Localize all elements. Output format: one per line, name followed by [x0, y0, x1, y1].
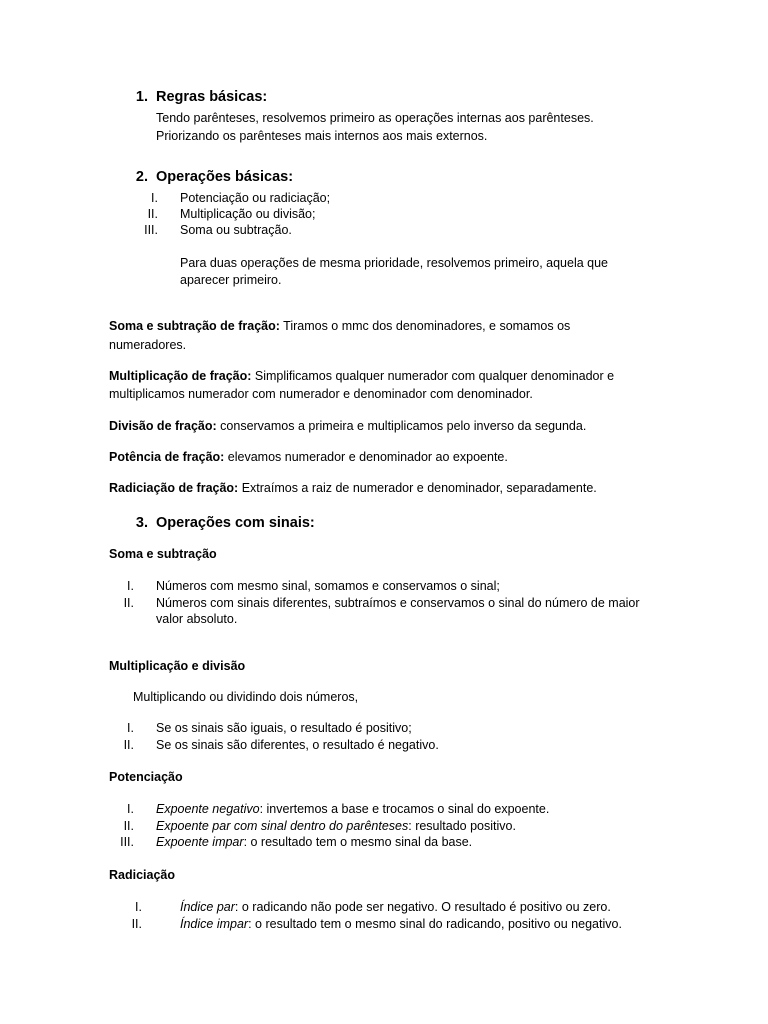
- list-item: [156, 801, 549, 818]
- section-number: 1.: [135, 89, 148, 105]
- list-item: Números com mesmo sinal, somamos e conservamos o sinal;: [156, 579, 500, 593]
- term: Índice impar: [180, 917, 249, 931]
- list-number: II.: [123, 596, 134, 610]
- section-heading: Operações com sinais:: [156, 515, 315, 531]
- term: Expoente impar: [156, 835, 244, 849]
- section-heading: Regras básicas:: [156, 89, 268, 105]
- section-number: 2.: [135, 169, 148, 185]
- fraction-rule: [109, 449, 508, 466]
- term: Expoente negativo: [156, 802, 260, 816]
- subheading: Radiciação: [109, 868, 176, 882]
- fraction-rule: [109, 318, 570, 335]
- definition: : invertemos a base e trocamos o sinal do expoente.: [259, 802, 550, 816]
- subheading: Potenciação: [109, 770, 183, 784]
- rule-text: multiplicamos numerador com numerador e denominador com denominador.: [109, 387, 533, 401]
- paragraph-line: Priorizando os parênteses mais internos aos mais externos.: [156, 129, 488, 143]
- definition: : o resultado tem o mesmo sinal da base.: [243, 835, 473, 849]
- list-number: I.: [127, 802, 134, 816]
- list-number: II.: [147, 207, 158, 221]
- list-number: II.: [123, 738, 134, 752]
- note-line: Para duas operações de mesma prioridade, resolvemos primeiro, aquela que: [180, 256, 609, 270]
- list-number: II.: [131, 917, 142, 931]
- rule-text: Extraímos a raiz de numerador e denominador, separadamente.: [238, 481, 597, 495]
- section-number: 3.: [135, 515, 148, 531]
- subheading: Multiplicação e divisão: [109, 659, 246, 673]
- rule-label: Radiciação de fração:: [109, 481, 239, 495]
- definition: : resultado positivo.: [408, 819, 516, 833]
- list-number: III.: [120, 835, 134, 849]
- definition: : o resultado tem o mesmo sinal do radicando, positivo ou negativo.: [248, 917, 622, 931]
- rule-label: Divisão de fração:: [109, 419, 217, 433]
- rule-label: Potência de fração:: [109, 450, 225, 464]
- term: Índice par: [180, 900, 235, 914]
- list-item: [156, 834, 472, 851]
- rule-text: Simplificamos qualquer numerador com qualquer denominador e: [251, 369, 615, 383]
- list-number: I.: [135, 900, 142, 914]
- rule-label: Soma e subtração de fração:: [109, 319, 280, 333]
- list-item: Se os sinais são iguais, o resultado é positivo;: [156, 721, 412, 735]
- paragraph-line: Multiplicando ou dividindo dois números,: [133, 690, 359, 704]
- rule-text: conservamos a primeira e multiplicamos pelo inverso da segunda.: [216, 419, 587, 433]
- list-item: Potenciação ou radiciação;: [180, 191, 331, 205]
- fraction-rule: [109, 418, 586, 435]
- term: Expoente par com sinal dentro do parênteses: [156, 819, 409, 833]
- fraction-rule: [109, 368, 614, 385]
- section-heading: Operações básicas:: [156, 169, 294, 185]
- list-item: Se os sinais são diferentes, o resultado é negativo.: [156, 738, 439, 752]
- rule-text: elevamos numerador e denominador ao expoente.: [224, 450, 508, 464]
- list-item: Soma ou subtração.: [180, 223, 292, 237]
- list-number: III.: [144, 223, 158, 237]
- definition: : o radicando não pode ser negativo. O resultado é positivo ou zero.: [234, 900, 611, 914]
- list-number: I.: [127, 579, 134, 593]
- subheading: Soma e subtração: [109, 547, 217, 561]
- list-item: [180, 899, 611, 916]
- list-item: Números com sinais diferentes, subtraímos e conservamos o sinal do número de maior: [156, 596, 640, 610]
- list-item: [180, 916, 622, 933]
- note-line: aparecer primeiro.: [180, 273, 282, 287]
- list-item: [156, 818, 516, 835]
- list-item: valor absoluto.: [156, 612, 238, 626]
- list-item: Multiplicação ou divisão;: [180, 207, 316, 221]
- list-number: I.: [151, 191, 158, 205]
- list-number: II.: [123, 819, 134, 833]
- rule-label: Multiplicação de fração:: [109, 369, 252, 383]
- list-number: I.: [127, 721, 134, 735]
- rule-text: numeradores.: [109, 338, 187, 352]
- fraction-rule: [109, 480, 597, 497]
- rule-text: Tiramos o mmc dos denominadores, e somamos os: [279, 319, 571, 333]
- paragraph-line: Tendo parênteses, resolvemos primeiro as operações internas aos parênteses.: [156, 111, 594, 125]
